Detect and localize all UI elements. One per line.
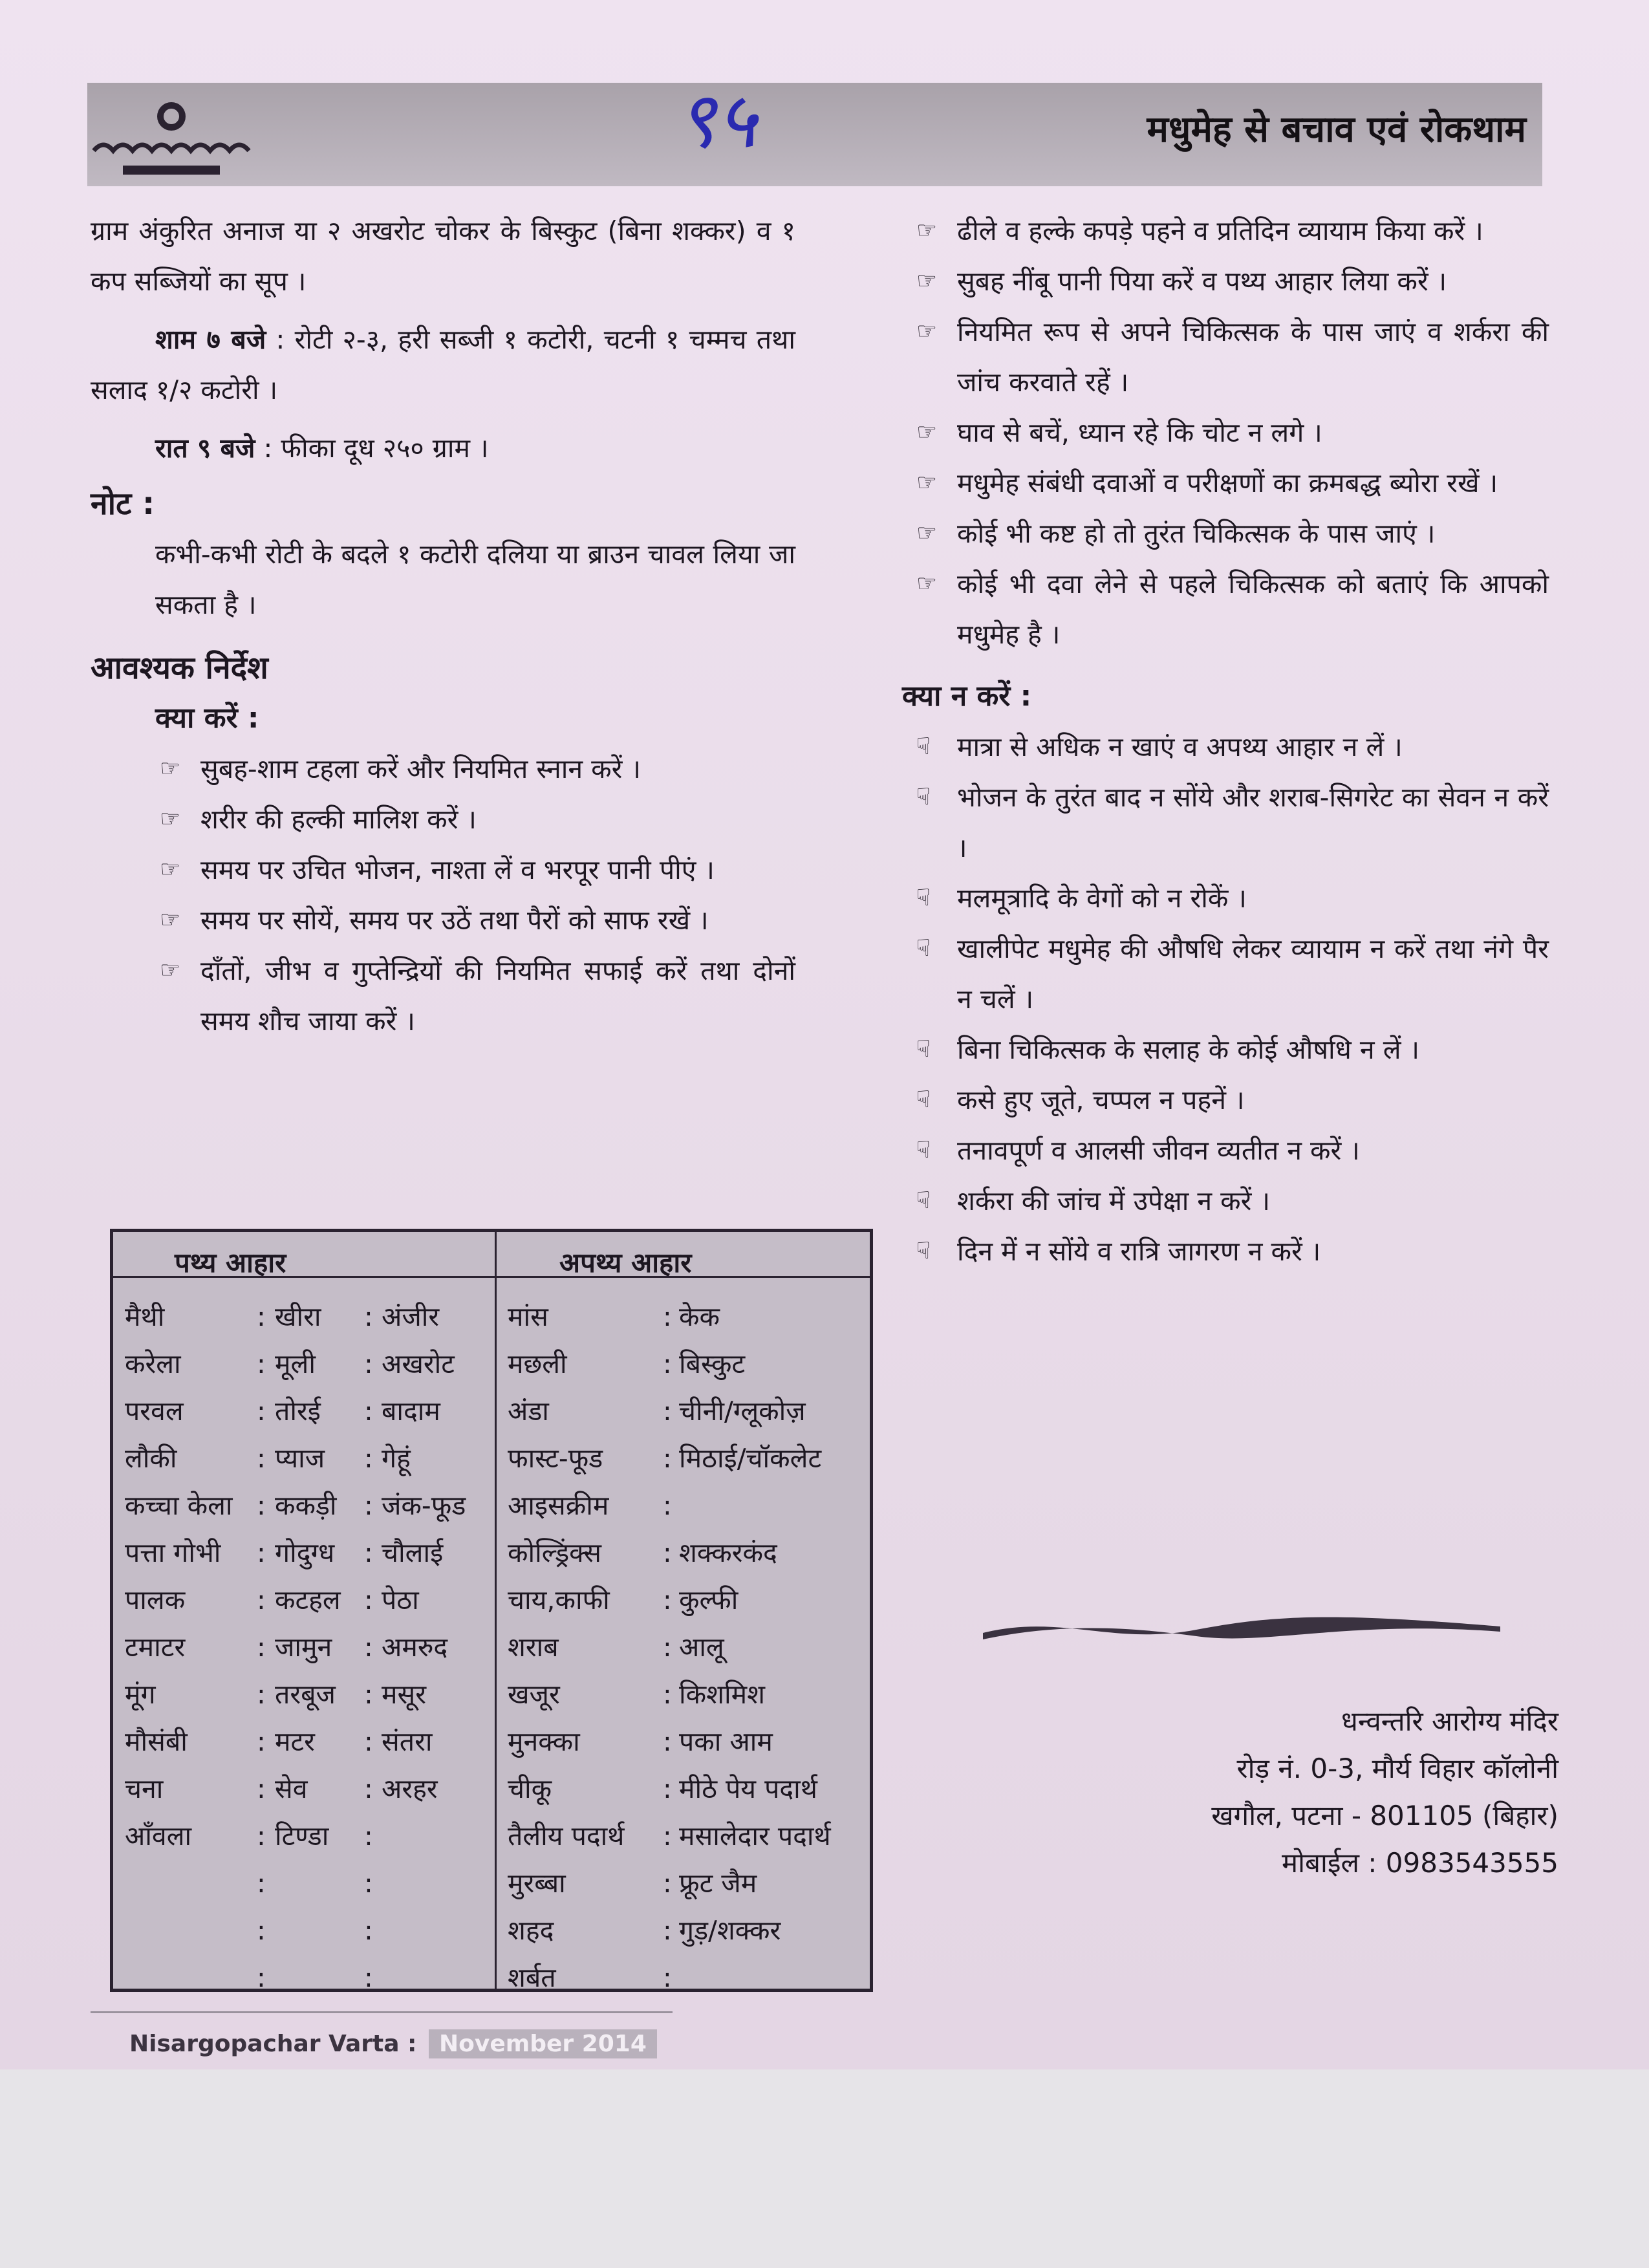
issue-date: November 2014 — [429, 2029, 657, 2058]
list-item: ☟ बिना चिकित्सक के सलाह के कोई औषधि न लें । — [902, 1024, 1549, 1075]
list-item: ☞ नियमित रूप से अपने चिकित्सक के पास जाएं व शर्करा की जांच करवाते रहें । — [902, 307, 1549, 407]
thumb-down-icon: ☟ — [916, 1086, 931, 1113]
pointing-hand-icon: ☞ — [916, 570, 938, 597]
list-item: ☞ मधुमेह संबंधी दवाओं व परीक्षणों का क्रमबद्ध ब्योरा रखें । — [902, 458, 1549, 508]
thumb-down-icon: ☟ — [916, 1187, 931, 1214]
list-item: ☞ कोई भी कष्ट हो तो तुरंत चिकित्सक के पास जाएं । — [902, 508, 1549, 559]
table-cell: टिण्डा — [275, 1820, 329, 1852]
table-cell: परवल — [125, 1396, 184, 1427]
table-cell: मिठाई/चॉकलेट — [679, 1443, 822, 1474]
table-cell: आँवला — [125, 1820, 192, 1852]
list-item: ☞ समय पर सोयें, समय पर उठें तथा पैरों को साफ रखें । — [146, 895, 795, 945]
apathya-column-1 — [508, 1293, 624, 2002]
pointing-hand-icon: ☞ — [160, 806, 181, 832]
do-heading: क्या करें : — [155, 702, 259, 735]
table-cell: टमाटर — [125, 1632, 186, 1663]
left-column — [91, 206, 795, 1046]
table-cell: शहद — [508, 1915, 554, 1946]
table-cell: आइसक्रीम — [508, 1490, 609, 1521]
list-item: ☞ समय पर उचित भोजन, नाश्ता लें व भरपूर पानी पीएं । — [146, 845, 795, 895]
food-table — [110, 1229, 873, 1992]
pointing-hand-icon: ☞ — [916, 217, 938, 244]
table-cell: गुड़/शक्कर — [679, 1915, 781, 1946]
apathya-heading: अपथ्य आहार — [559, 1247, 692, 1279]
address-line: खगौल, पटना - 801105 (बिहार) — [1211, 1800, 1558, 1831]
evening-label: शाम ७ बजे — [155, 324, 266, 355]
table-cell: अखरोट — [382, 1348, 455, 1379]
list-item: ☞ दाँतों, जीभ व गुप्तेन्द्रियों की नियमित सफाई करें तथा दोनों समय शौच जाया करें । — [146, 945, 795, 1046]
list-item: ☞ ढीले व हल्के कपड़े पहने व प्रतिदिन व्यायाम किया करें । — [902, 206, 1549, 256]
table-cell: सेव — [275, 1773, 308, 1804]
pathya-column-3 — [382, 1293, 466, 1813]
address-line: धन्वन्तरि आरोग्य मंदिर — [1341, 1705, 1558, 1737]
table-cell: कोल्ड्रिंक्स — [508, 1537, 601, 1568]
table-cell: प्याज — [275, 1443, 325, 1474]
do-list-right — [902, 206, 1549, 660]
table-cell: पका आम — [679, 1726, 773, 1757]
thumb-down-icon: ☟ — [916, 784, 931, 810]
address-block — [1211, 1698, 1558, 1886]
list-item: ☟ भोजन के तुरंत बाद न सोंये और शराब-सिगरेट का सेवन न करें । — [902, 772, 1549, 873]
table-cell: चना — [125, 1773, 164, 1804]
table-cell: मसालेदार पदार्थ — [679, 1820, 831, 1852]
footer-divider — [91, 2011, 673, 2013]
night-text: : फीका दूध २५० ग्राम । — [263, 433, 489, 464]
list-item: ☞ घाव से बचें, ध्यान रहे कि चोट न लगे । — [902, 407, 1549, 458]
table-cell: फास्ट-फूड — [508, 1443, 603, 1474]
magazine-name: Nisargopachar Varta : — [129, 2031, 417, 2057]
table-cell: शराब — [508, 1632, 559, 1663]
table-cell: खजूर — [508, 1679, 560, 1710]
list-item: ☟ तनावपूर्ण व आलसी जीवन व्यतीत न करें । — [902, 1125, 1549, 1176]
table-cell: अरहर — [382, 1773, 438, 1804]
table-cell: मूंग — [125, 1679, 156, 1710]
table-cell: बिस्कुट — [679, 1348, 746, 1379]
list-item: ☟ कसे हुए जूते, चप्पल न पहनें । — [902, 1075, 1549, 1125]
table-cell: संतरा — [382, 1726, 433, 1757]
instructions-heading: आवश्यक निर्देश — [91, 650, 268, 686]
table-cell: आलू — [679, 1632, 724, 1663]
table-cell: मुरब्बा — [508, 1868, 566, 1899]
table-cell: केक — [679, 1301, 720, 1332]
table-cell: कच्चा केला — [125, 1490, 233, 1521]
do-list-left — [91, 744, 795, 1046]
table-cell: चीनी/ग्लूकोज़ — [679, 1396, 806, 1427]
table-cell: ककड़ी — [275, 1490, 337, 1521]
pointing-hand-icon: ☞ — [160, 856, 181, 883]
dont-list — [902, 722, 1549, 1277]
table-cell: पत्ता गोभी — [125, 1537, 221, 1568]
pointing-hand-icon: ☞ — [160, 957, 181, 984]
table-cell: शर्बत — [508, 1962, 556, 1993]
table-cell: फ्रूट जैम — [679, 1868, 757, 1899]
list-item: ☟ शर्करा की जांच में उपेक्षा न करें । — [902, 1176, 1549, 1226]
footer — [129, 2031, 657, 2057]
list-item: ☟ खालीपेट मधुमेह की औषधि लेकर व्यायाम न करें तथा नंगे पैर न चलें । — [902, 923, 1549, 1024]
table-cell: करेला — [125, 1348, 181, 1379]
pointing-hand-icon: ☞ — [916, 419, 938, 446]
table-cell: चौलाई — [382, 1537, 444, 1568]
pointing-hand-icon: ☞ — [160, 755, 181, 782]
scan-margin — [0, 2069, 1649, 2268]
thumb-down-icon: ☟ — [916, 1137, 931, 1163]
table-column-divider — [495, 1232, 497, 1989]
dont-heading: क्या न करें : — [902, 680, 1032, 713]
table-cell: मुनक्का — [508, 1726, 580, 1757]
thumb-down-icon: ☟ — [916, 733, 931, 760]
table-cell: पेठा — [382, 1584, 419, 1615]
table-cell: तरबूज — [275, 1679, 336, 1710]
table-cell: मटर — [275, 1726, 315, 1757]
colon-separator: : : : : : : : : : : : : : : : — [257, 1301, 266, 1993]
pathya-heading: पथ्य आहार — [175, 1247, 286, 1279]
table-cell: मसूर — [382, 1679, 427, 1710]
pathya-column-1 — [125, 1293, 233, 1860]
list-item: ☟ दिन में न सोंये व रात्रि जागरण न करें । — [902, 1226, 1549, 1277]
table-cell: मांस — [508, 1301, 548, 1332]
pointing-hand-icon: ☞ — [916, 268, 938, 294]
night-label: रात ९ बजे — [155, 433, 255, 464]
pointing-hand-icon: ☞ — [160, 907, 181, 933]
table-cell: मैथी — [125, 1301, 165, 1332]
thumb-down-icon: ☟ — [916, 1036, 931, 1063]
table-cell: अमरुद — [382, 1632, 448, 1663]
table-cell: लौकी — [125, 1443, 177, 1474]
colon-separator: : : : : : : : : : : : : : : : — [364, 1301, 373, 1993]
thumb-down-icon: ☟ — [916, 935, 931, 962]
right-column — [902, 206, 1549, 1277]
note-heading: नोट : — [91, 486, 155, 522]
intro-text: ग्राम अंकुरित अनाज या २ अखरोट चोकर के बिस्कुट (बिना शक्कर) व १ कप सब्जियों का सूप । — [91, 215, 795, 297]
table-cell: मौसंबी — [125, 1726, 188, 1757]
list-item: ☞ सुबह-शाम टहला करें और नियमित स्नान करें । — [146, 744, 795, 794]
list-item: ☞ सुबह नींबू पानी पिया करें व पथ्य आहार लिया करें । — [902, 256, 1549, 307]
apathya-column-2 — [679, 1293, 831, 1954]
table-cell: जंक-फूड — [382, 1490, 466, 1521]
list-item: ☞ कोई भी दवा लेने से पहले चिकित्सक को बताएं कि आपको मधुमेह है । — [902, 559, 1549, 660]
list-item: ☞ शरीर की हल्की मालिश करें । — [146, 794, 795, 845]
table-cell: चीकू — [508, 1773, 552, 1804]
table-cell: गोदुग्ध — [275, 1537, 335, 1568]
evening-text: : रोटी २-३, हरी सब्जी १ कटोरी, चटनी १ चम्मच तथा सलाद १/२ कटोरी । — [91, 324, 795, 405]
table-cell: अंजीर — [382, 1301, 440, 1332]
thumb-down-icon: ☟ — [916, 1238, 931, 1264]
table-cell: मछली — [508, 1348, 567, 1379]
table-cell: जामुन — [275, 1632, 332, 1663]
page-number: ९५ — [676, 76, 757, 166]
table-cell — [679, 1482, 831, 1529]
sun-waves-logo-icon — [91, 96, 252, 180]
table-cell: शक्करकंद — [679, 1537, 777, 1568]
table-cell: पालक — [125, 1584, 186, 1615]
colon-separator: : : : : : : : : : : : : : : : — [663, 1301, 672, 1993]
table-cell: कुल्फी — [679, 1584, 738, 1615]
note-text: कभी-कभी रोटी के बदले १ कटोरी दलिया या ब्राउन चावल लिया जा सकता है । — [155, 539, 795, 620]
table-cell: खीरा — [275, 1301, 321, 1332]
page-title: मधुमेह से बचाव एवं रोकथाम — [1147, 109, 1526, 151]
table-cell: तोरई — [275, 1396, 321, 1427]
list-item: ☟ मलमूत्रादि के वेगों को न रोकें । — [902, 873, 1549, 923]
pathya-column-2 — [275, 1293, 341, 1860]
table-cell: मीठे पेय पदार्थ — [679, 1773, 817, 1804]
table-cell: बादाम — [382, 1396, 440, 1427]
address-line: रोड़ नं. 0-3, मौर्य विहार कॉलोनी — [1236, 1753, 1558, 1784]
table-cell: मूली — [275, 1348, 316, 1379]
table-cell: किशमिश — [679, 1679, 766, 1710]
decorative-squiggle-icon — [983, 1607, 1500, 1652]
pointing-hand-icon: ☞ — [916, 318, 938, 345]
address-line: मोबाईल : 0983543555 — [1281, 1847, 1558, 1879]
table-cell: चाय,काफी — [508, 1584, 610, 1615]
table-cell: कटहल — [275, 1584, 341, 1615]
list-item: ☟ मात्रा से अधिक न खाएं व अपथ्य आहार न लें । — [902, 722, 1549, 772]
table-cell: गेहूं — [382, 1443, 411, 1474]
pointing-hand-icon: ☞ — [916, 520, 938, 546]
table-cell: अंडा — [508, 1396, 549, 1427]
thumb-down-icon: ☟ — [916, 885, 931, 911]
pointing-hand-icon: ☞ — [916, 470, 938, 496]
table-cell: तैलीय पदार्थ — [508, 1820, 625, 1852]
